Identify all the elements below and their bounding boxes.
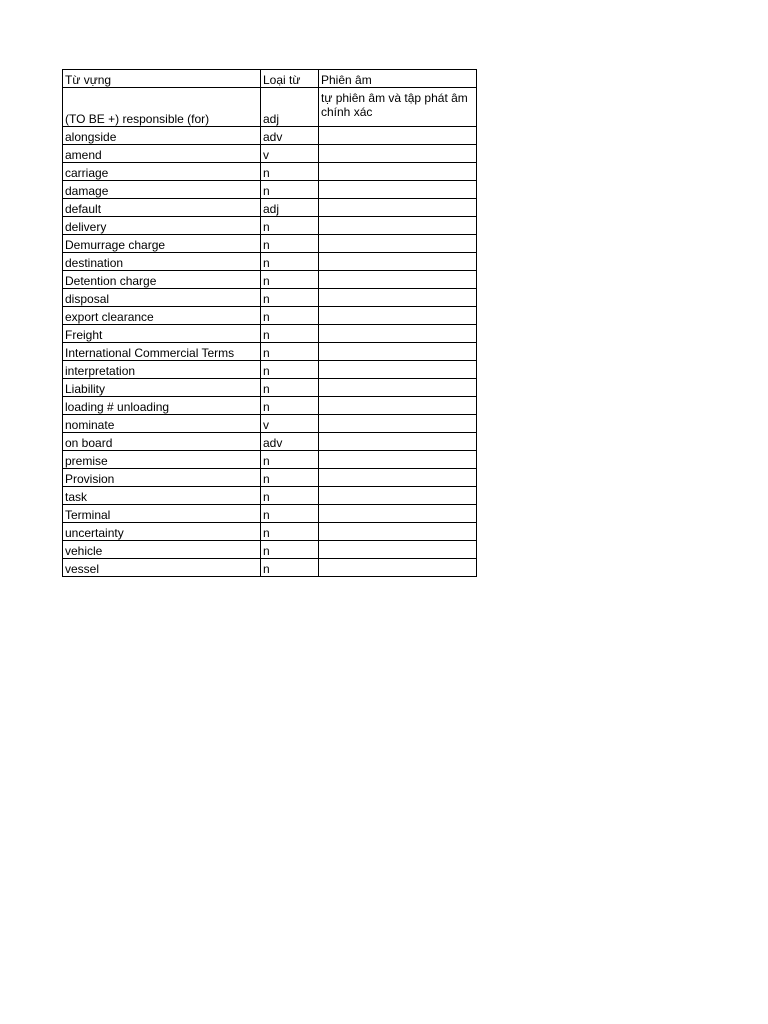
pronunciation-cell[interactable] <box>319 307 477 325</box>
word-cell[interactable]: default <box>63 199 261 217</box>
word-type-cell[interactable]: n <box>261 217 319 235</box>
pronunciation-cell[interactable] <box>319 217 477 235</box>
pronunciation-cell[interactable] <box>319 541 477 559</box>
word-cell[interactable]: vehicle <box>63 541 261 559</box>
word-cell[interactable]: vessel <box>63 559 261 577</box>
word-type-cell[interactable]: n <box>261 163 319 181</box>
pronunciation-cell[interactable] <box>319 235 477 253</box>
pronunciation-cell[interactable] <box>319 487 477 505</box>
word-cell[interactable]: Terminal <box>63 505 261 523</box>
pronunciation-cell[interactable] <box>319 379 477 397</box>
table-row <box>63 523 477 541</box>
word-cell[interactable]: uncertainty <box>63 523 261 541</box>
table-row <box>63 433 477 451</box>
table-row <box>63 145 477 163</box>
word-type-cell[interactable]: n <box>261 451 319 469</box>
word-type-cell[interactable]: n <box>261 181 319 199</box>
word-type-cell[interactable]: n <box>261 235 319 253</box>
word-cell[interactable]: premise <box>63 451 261 469</box>
word-type-cell[interactable]: v <box>261 415 319 433</box>
word-type-cell[interactable]: n <box>261 271 319 289</box>
word-type-cell[interactable]: n <box>261 343 319 361</box>
table-row <box>63 541 477 559</box>
word-cell[interactable]: amend <box>63 145 261 163</box>
word-cell[interactable]: Provision <box>63 469 261 487</box>
table-body <box>63 70 477 577</box>
word-cell[interactable]: interpretation <box>63 361 261 379</box>
table-row <box>63 343 477 361</box>
word-type-cell[interactable]: n <box>261 541 319 559</box>
table-row <box>63 307 477 325</box>
word-cell[interactable]: on board <box>63 433 261 451</box>
word-cell[interactable]: export clearance <box>63 307 261 325</box>
word-cell[interactable]: International Commercial Terms <box>63 343 261 361</box>
header-cell-word-type[interactable]: Loại từ <box>261 70 319 88</box>
word-type-cell[interactable]: n <box>261 523 319 541</box>
word-type-cell[interactable]: adj <box>261 88 319 127</box>
word-cell[interactable]: carriage <box>63 163 261 181</box>
table-row <box>63 559 477 577</box>
word-type-cell[interactable]: n <box>261 505 319 523</box>
pronunciation-cell[interactable] <box>319 415 477 433</box>
word-cell[interactable]: disposal <box>63 289 261 307</box>
table-row <box>63 253 477 271</box>
vocabulary-table <box>62 69 477 577</box>
word-cell[interactable]: Demurrage charge <box>63 235 261 253</box>
pronunciation-cell[interactable] <box>319 505 477 523</box>
pronunciation-cell[interactable] <box>319 397 477 415</box>
word-cell[interactable]: loading # unloading <box>63 397 261 415</box>
word-type-cell[interactable]: n <box>261 325 319 343</box>
pronunciation-cell[interactable] <box>319 361 477 379</box>
pronunciation-cell[interactable] <box>319 199 477 217</box>
header-cell-word[interactable]: Từ vựng <box>63 70 261 88</box>
pronunciation-cell[interactable] <box>319 451 477 469</box>
pronunciation-cell[interactable]: tự phiên âm và tập phát âm chính xác <box>319 88 477 127</box>
vocabulary-sheet <box>62 69 477 577</box>
table-row <box>63 181 477 199</box>
word-type-cell[interactable]: n <box>261 253 319 271</box>
pronunciation-cell[interactable] <box>319 163 477 181</box>
pronunciation-cell[interactable] <box>319 325 477 343</box>
word-cell[interactable]: delivery <box>63 217 261 235</box>
word-type-cell[interactable]: n <box>261 289 319 307</box>
table-row <box>63 379 477 397</box>
pronunciation-cell[interactable] <box>319 469 477 487</box>
word-type-cell[interactable]: v <box>261 145 319 163</box>
word-cell[interactable]: destination <box>63 253 261 271</box>
table-row <box>63 271 477 289</box>
table-row <box>63 127 477 145</box>
word-cell[interactable]: Detention charge <box>63 271 261 289</box>
word-type-cell[interactable]: n <box>261 307 319 325</box>
word-cell[interactable]: task <box>63 487 261 505</box>
word-type-cell[interactable]: n <box>261 361 319 379</box>
word-type-cell[interactable]: adv <box>261 127 319 145</box>
table-row <box>63 505 477 523</box>
pronunciation-cell[interactable] <box>319 271 477 289</box>
table-row <box>63 415 477 433</box>
pronunciation-cell[interactable] <box>319 343 477 361</box>
word-type-cell[interactable]: adv <box>261 433 319 451</box>
word-cell[interactable]: (TO BE +) responsible (for) <box>63 88 261 127</box>
word-cell[interactable]: damage <box>63 181 261 199</box>
table-row <box>63 235 477 253</box>
pronunciation-cell[interactable] <box>319 253 477 271</box>
table-row <box>63 289 477 307</box>
table-row <box>63 199 477 217</box>
pronunciation-cell[interactable] <box>319 145 477 163</box>
pronunciation-cell[interactable] <box>319 289 477 307</box>
pronunciation-cell[interactable] <box>319 523 477 541</box>
pronunciation-cell[interactable] <box>319 433 477 451</box>
table-row <box>63 163 477 181</box>
table-row <box>63 487 477 505</box>
word-type-cell[interactable]: n <box>261 379 319 397</box>
word-type-cell[interactable]: n <box>261 487 319 505</box>
word-cell[interactable]: nominate <box>63 415 261 433</box>
table-row <box>63 397 477 415</box>
table-row <box>63 88 477 127</box>
word-cell[interactable]: Liability <box>63 379 261 397</box>
word-type-cell[interactable]: n <box>261 469 319 487</box>
word-cell[interactable]: alongside <box>63 127 261 145</box>
header-row <box>63 70 477 88</box>
header-cell-pronunciation[interactable]: Phiên âm <box>319 70 477 88</box>
pronunciation-cell[interactable] <box>319 181 477 199</box>
table-row <box>63 361 477 379</box>
word-cell[interactable]: Freight <box>63 325 261 343</box>
table-row <box>63 469 477 487</box>
pronunciation-cell[interactable] <box>319 559 477 577</box>
table-row <box>63 451 477 469</box>
word-type-cell[interactable]: n <box>261 397 319 415</box>
table-row <box>63 217 477 235</box>
word-type-cell[interactable]: n <box>261 559 319 577</box>
word-type-cell[interactable]: adj <box>261 199 319 217</box>
table-row <box>63 325 477 343</box>
pronunciation-cell[interactable] <box>319 127 477 145</box>
